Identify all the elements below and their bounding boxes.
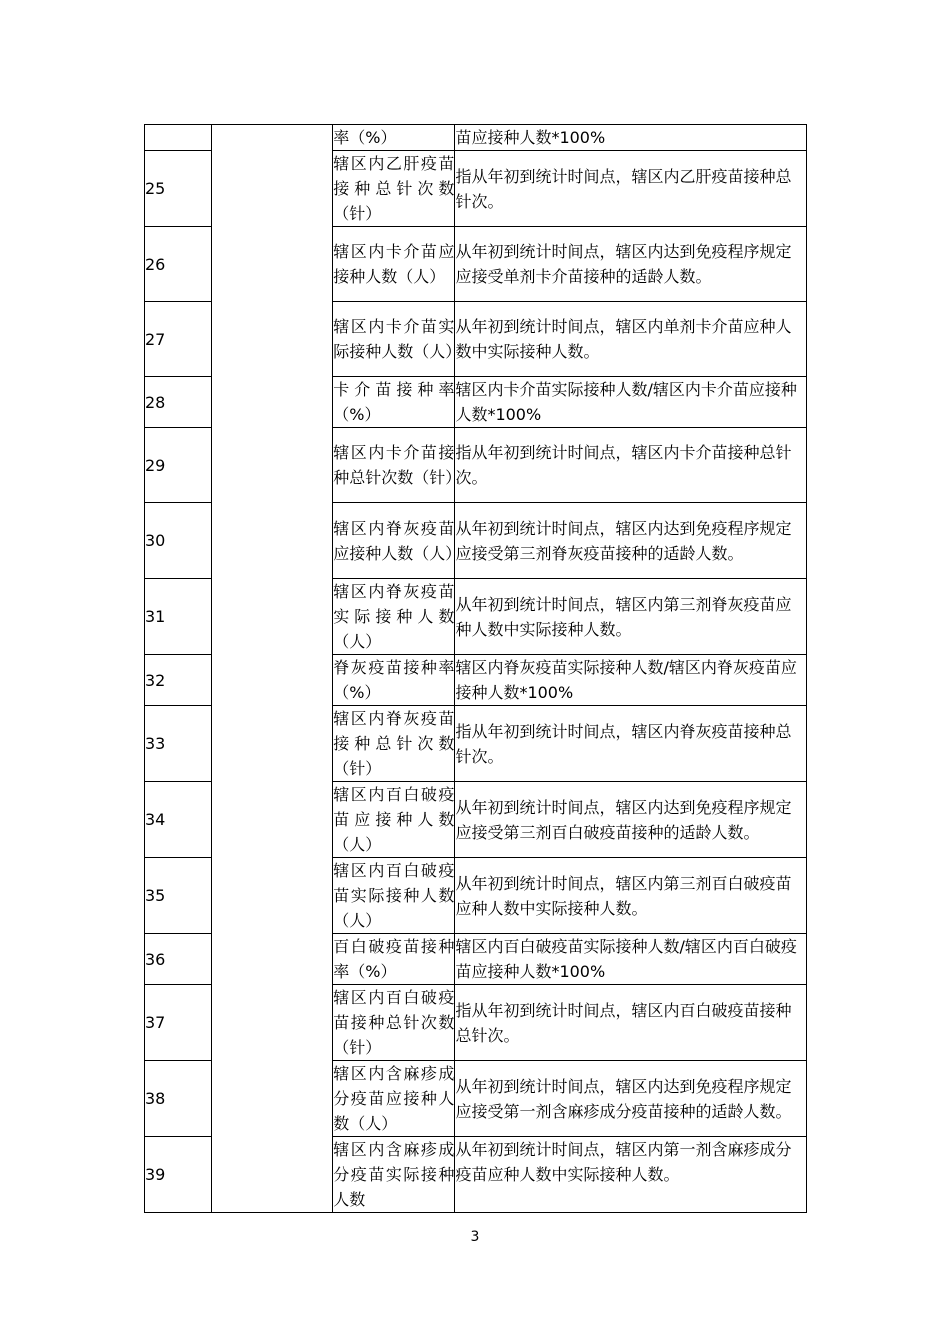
- indicator-definition: 指从年初到统计时间点，辖区内乙肝疫苗接种总针次。: [455, 151, 807, 227]
- row-number: 34: [145, 782, 212, 858]
- indicator-name: 辖区内百白破疫苗应接种人数（人）: [333, 782, 455, 858]
- indicator-definition: 指从年初到统计时间点，辖区内脊灰疫苗接种总针次。: [455, 706, 807, 782]
- indicator-definition: 从年初到统计时间点，辖区内第一剂含麻疹成分疫苗应种人数中实际接种人数。: [455, 1137, 807, 1213]
- indicator-table: [144, 124, 807, 1213]
- indicator-definition: 辖区内卡介苗实际接种人数/辖区内卡介苗应接种人数*100%: [455, 377, 807, 428]
- category-cell: [212, 125, 333, 1213]
- row-number: 32: [145, 655, 212, 706]
- row-number: 38: [145, 1061, 212, 1137]
- indicator-name: 卡介苗接种率（%）: [333, 377, 455, 428]
- indicator-name: 脊灰疫苗接种率（%）: [333, 655, 455, 706]
- indicator-definition: 辖区内百白破疫苗实际接种人数/辖区内百白破疫苗应接种人数*100%: [455, 934, 807, 985]
- row-number: 29: [145, 428, 212, 503]
- row-number: 37: [145, 985, 212, 1061]
- indicator-definition: 从年初到统计时间点，辖区内达到免疫程序规定应接受第三剂百白破疫苗接种的适龄人数。: [455, 782, 807, 858]
- indicator-name: 辖区内脊灰疫苗应接种人数（人）: [333, 503, 455, 579]
- indicator-definition: 辖区内脊灰疫苗实际接种人数/辖区内脊灰疫苗应接种人数*100%: [455, 655, 807, 706]
- row-number: 39: [145, 1137, 212, 1213]
- indicator-name: 百白破疫苗接种率（%）: [333, 934, 455, 985]
- row-number: 36: [145, 934, 212, 985]
- indicator-definition: 从年初到统计时间点，辖区内第三剂脊灰疫苗应种人数中实际接种人数。: [455, 579, 807, 655]
- indicator-name: 辖区内百白破疫苗接种总针次数（针）: [333, 985, 455, 1061]
- indicator-definition: 从年初到统计时间点，辖区内达到免疫程序规定应接受第一剂含麻疹成分疫苗接种的适龄人数。: [455, 1061, 807, 1137]
- indicator-name: 辖区内含麻疹成分疫苗应接种人数（人）: [333, 1061, 455, 1137]
- indicator-definition: 指从年初到统计时间点，辖区内卡介苗接种总针次。: [455, 428, 807, 503]
- indicator-definition: 从年初到统计时间点，辖区内达到免疫程序规定应接受单剂卡介苗接种的适龄人数。: [455, 227, 807, 302]
- indicator-name: 辖区内乙肝疫苗接种总针次数（针）: [333, 151, 455, 227]
- indicator-name: 辖区内脊灰疫苗实际接种人数（人）: [333, 579, 455, 655]
- indicator-name: 辖区内卡介苗接种总针次数（针）: [333, 428, 455, 503]
- indicator-name: 辖区内百白破疫苗实际接种人数（人）: [333, 858, 455, 934]
- indicator-definition: 苗应接种人数*100%: [455, 125, 807, 151]
- indicator-definition: 从年初到统计时间点，辖区内单剂卡介苗应种人数中实际接种人数。: [455, 302, 807, 377]
- row-number: 35: [145, 858, 212, 934]
- indicator-name: 辖区内卡介苗应接种人数（人）: [333, 227, 455, 302]
- row-number: 25: [145, 151, 212, 227]
- indicator-name: 辖区内含麻疹成分疫苗实际接种人数: [333, 1137, 455, 1213]
- table-row: [145, 125, 807, 151]
- indicator-definition: 指从年初到统计时间点，辖区内百白破疫苗接种总针次。: [455, 985, 807, 1061]
- indicator-name: 率（%）: [333, 125, 455, 151]
- indicator-definition: 从年初到统计时间点，辖区内第三剂百白破疫苗应种人数中实际接种人数。: [455, 858, 807, 934]
- row-number: 28: [145, 377, 212, 428]
- row-number: 30: [145, 503, 212, 579]
- indicator-name: 辖区内卡介苗实际接种人数（人）: [333, 302, 455, 377]
- indicator-definition: 从年初到统计时间点，辖区内达到免疫程序规定应接受第三剂脊灰疫苗接种的适龄人数。: [455, 503, 807, 579]
- row-number: 26: [145, 227, 212, 302]
- page-number: 3: [470, 1229, 480, 1245]
- row-number: 33: [145, 706, 212, 782]
- row-number: 27: [145, 302, 212, 377]
- row-number: 31: [145, 579, 212, 655]
- row-number: [145, 125, 212, 151]
- indicator-name: 辖区内脊灰疫苗接种总针次数（针）: [333, 706, 455, 782]
